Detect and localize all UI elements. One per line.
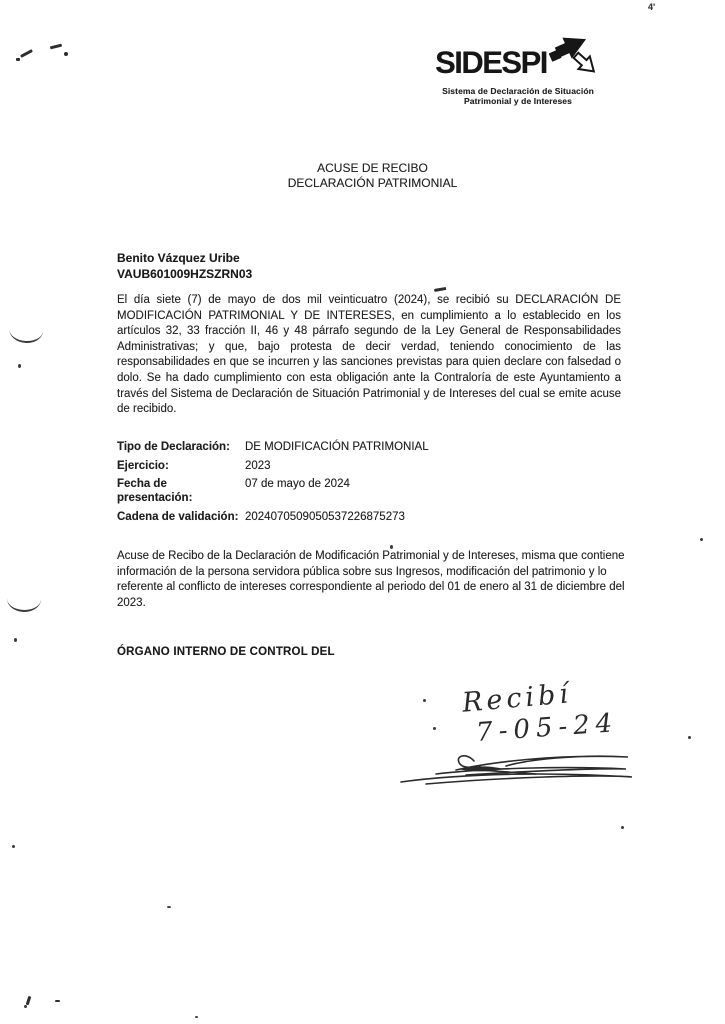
detail-row-ejercicio [117, 459, 429, 473]
pen-mark [55, 1000, 60, 1002]
document-title [0, 161, 725, 191]
ink-speck [621, 826, 624, 829]
detail-value: 07 de mayo de 2024 [245, 478, 350, 490]
detail-row-tipo [117, 440, 429, 454]
declaration-details [117, 440, 429, 528]
ink-speck [14, 638, 17, 642]
ink-speck [18, 364, 21, 368]
title-line-1: ACUSE DE RECIBO [317, 161, 428, 175]
detail-value: 2024070509050537226875273 [245, 510, 405, 523]
detail-value: DE MODIFICACIÓN PATRIMONIAL [245, 441, 429, 453]
declarant-curp: VAUB601009HZSZRN03 [117, 266, 253, 281]
pen-mark [26, 996, 31, 1005]
ink-speck [167, 906, 171, 908]
ink-speck [688, 736, 691, 739]
pen-curve-mark [7, 598, 41, 613]
sidespi-arrow-icon [549, 32, 601, 85]
pen-mark [16, 58, 20, 61]
pen-mark-above-2024 [434, 287, 446, 292]
detail-row-cadena [117, 510, 429, 524]
ink-speck [433, 727, 436, 730]
declarant-block [117, 251, 252, 282]
detail-row-fecha [117, 477, 429, 505]
pen-mark [64, 52, 68, 56]
sidespi-logo-tagline: Sistema de Declaración de Situación Patrimonial y de Intereses [442, 86, 594, 106]
pen-curve-mark [9, 328, 44, 344]
detail-label: Cadena de validación: [117, 510, 239, 523]
ink-speck [700, 538, 703, 541]
corner-scan-mark: 4' [648, 2, 656, 12]
detail-label: Tipo de Declaración: [117, 441, 230, 453]
detail-value: 2023 [245, 459, 271, 472]
sidespi-logo-wordmark: SIDESPI [435, 44, 547, 80]
declarant-name: Benito Vázquez Uribe [117, 251, 240, 265]
ink-speck [24, 1005, 27, 1008]
pen-mark [20, 49, 33, 58]
ink-speck [423, 699, 426, 702]
signature-scribble [396, 744, 636, 797]
title-line-2: DECLARACIÓN PATRIMONIAL [287, 176, 458, 190]
handwritten-recibi: Recibí [460, 678, 574, 719]
summary-paragraph: Acuse de Recibo de la Declaración de Modificación Patrimonial y de Intereses, misma que contiene información de la persona servidora pública sobre sus Ingresos, modificación del patrimonio y lo referente al conflicto de intereses correspondiente al periodo del 01 de enero al 31 de diciembre del 2023. [117, 550, 625, 609]
handwritten-date: 7-05-24 [475, 708, 620, 748]
receipt-paragraph: El día siete (7) de mayo de dos mil veinticuatro (2024), se recibió su DECLARACIÓN DE MODIFICACIÓN PATRIMONIAL Y DE INTERESES, en cumplimiento a lo establecido en los artículos 32, 33 fracción II, 46 y 48 párrafo segundo de la Ley General de Responsabilidades Administrativas; y que, bajo protesta de decir verdad, teniendo conocimiento de las responsabilidades en que se incurren y las sanciones previstas para quien declare con falsedad o dolo. Se ha dado cumplimiento con esta obligación ante la Contraloría de este Ayuntamiento a través del Sistema de Declaración de Situación Patrimonial y de Intereses del cual se emite acuse de recibido. [117, 294, 621, 416]
detail-label: Ejercicio: [117, 459, 169, 472]
office-heading: ÓRGANO INTERNO DE CONTROL DEL [117, 646, 335, 658]
pen-mark [50, 44, 62, 50]
ink-speck [195, 1016, 198, 1018]
detail-label: Fecha de presentación: [117, 478, 193, 504]
ink-speck [12, 845, 15, 848]
sidespi-logo [428, 40, 608, 106]
